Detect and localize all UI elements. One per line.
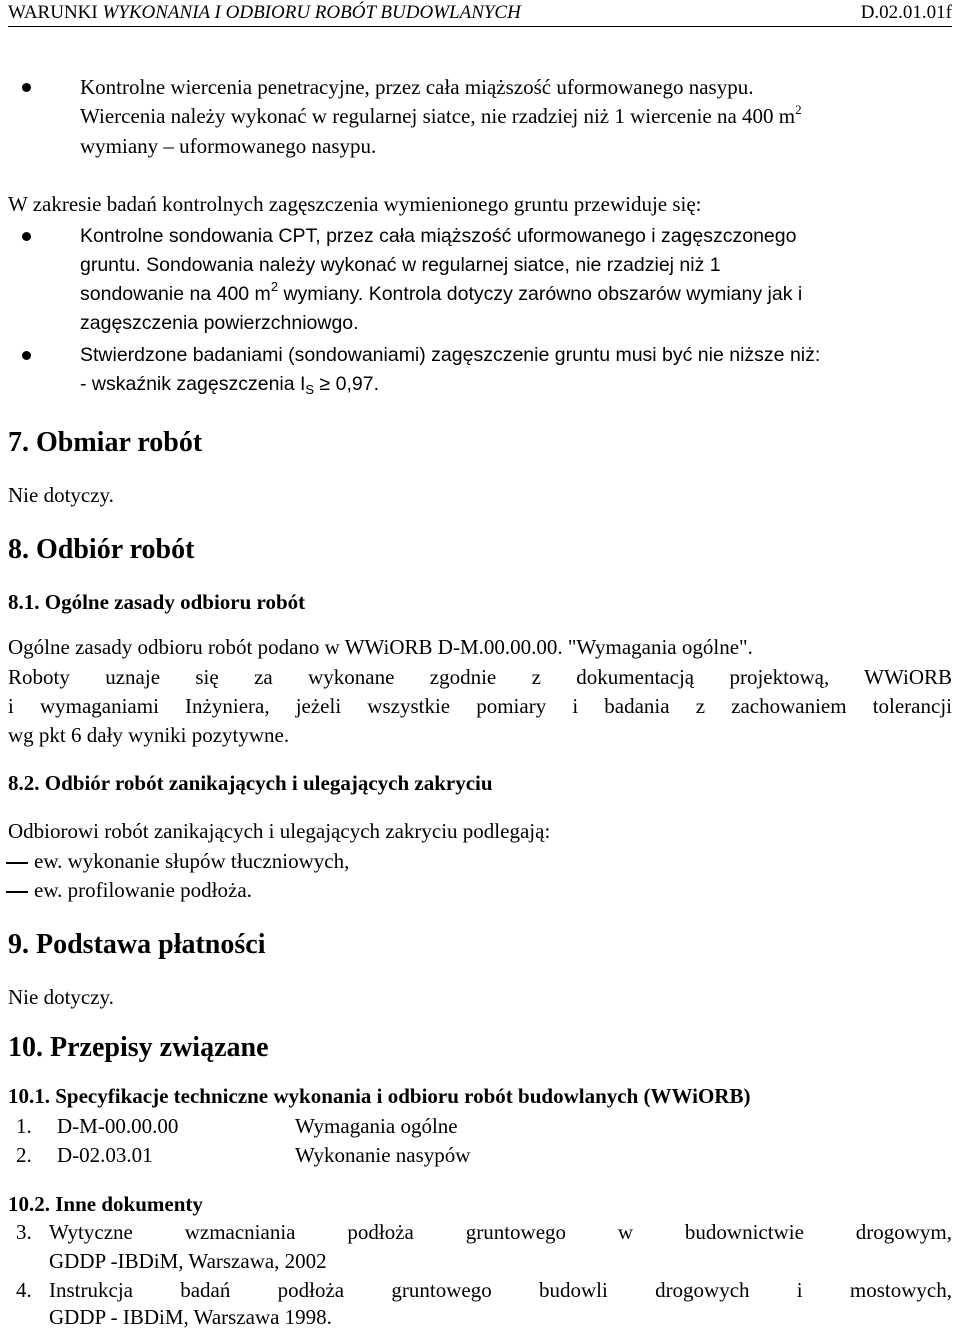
bullet-text: - wskaźnik zagęszczenia $I_S \ge 0,97$. — [80, 373, 380, 397]
list-item: GDDP -IBDiM, Warszawa, 2002 — [49, 1249, 327, 1273]
bullet-text: Kontrolne wiercenia penetracyjne, przez cała miąższość uformowanego nasypu. — [80, 75, 754, 99]
header-code: D.02.01.01f — [860, 2, 952, 23]
subsection-heading-8-2: 8.2. Odbiór robót zanikających i ulegających zakryciu — [8, 771, 493, 795]
section-heading-9: 9. Podstawa płatności — [8, 929, 266, 960]
list-item-number: 2. — [16, 1143, 32, 1167]
dash-icon — [6, 891, 28, 893]
bullet-text: sondowanie na 400 $m^2$ wymiany. Kontrola dotyczy zarówno obszarów wymiany jak i — [80, 279, 803, 305]
paragraph: Ogólne zasady odbioru robót podano w WWiORB D-M.00.00.00. "Wymagania ogólne". — [8, 635, 753, 659]
bullet-text: wymiany – uformowanego nasypu. — [80, 134, 377, 158]
spec-description: Wymagania ogólne — [295, 1114, 458, 1138]
subsection-heading-8-1: 8.1. Ogólne zasady odbioru robót — [8, 590, 306, 614]
bullet-text: Stwierdzone badaniami (sondowaniami) zagęszczenie gruntu musi być nie niższe niż: — [80, 344, 821, 366]
list-item: Wytyczne wzmacniania podłoża gruntowego w budownictwie drogowym, — [49, 1220, 952, 1244]
list-item: GDDP - IBDiM, Warszawa 1998. — [49, 1305, 332, 1329]
list-item-number: 4. — [16, 1278, 32, 1302]
subsection-heading-10-1: 10.1. Specyfikacje techniczne wykonania i odbioru robót budowlanych (WWiORB) — [8, 1084, 751, 1108]
dash-icon — [6, 862, 28, 864]
spec-description: Wykonanie nasypów — [295, 1143, 471, 1167]
list-item-number: 3. — [16, 1220, 32, 1244]
page-header — [8, 0, 952, 27]
spec-code: D-02.03.01 — [57, 1143, 153, 1167]
paragraph: Nie dotyczy. — [8, 483, 114, 507]
section-heading-7: 7. Obmiar robót — [8, 427, 203, 458]
section-heading-10: 10. Przepisy związane — [8, 1032, 269, 1063]
bullet-text: Kontrolne sondowania CPT, przez cała miąższość uformowanego i zagęszczonego — [80, 225, 797, 247]
bullet-icon — [22, 83, 31, 92]
paragraph: Nie dotyczy. — [8, 985, 114, 1009]
spec-code: D-M-00.00.00 — [57, 1114, 179, 1138]
bullet-icon — [22, 232, 31, 241]
paragraph: Roboty uznaje się za wykonane zgodnie z dokumentacją projektową, WWiORB — [8, 665, 952, 689]
bullet-text: zagęszczenia powierzchniowgo. — [80, 312, 359, 334]
bullet-text: gruntu. Sondowania należy wykonać w regularnej siatce, nie rzadziej niż 1 — [80, 254, 721, 276]
header-title: WARUNKI WYKONANIA I ODBIORU ROBÓT BUDOWLANYCH — [8, 2, 521, 23]
bullet-text: Wiercenia należy wykonać w regularnej siatce, nie rzadziej niż 1 wiercenie na 400 $m^2$ — [80, 102, 802, 128]
subsection-heading-10-2: 10.2. Inne dokumenty — [8, 1192, 203, 1216]
list-item: ew. wykonanie słupów tłuczniowych, — [34, 849, 350, 873]
paragraph: Odbiorowi robót zanikających i ulegających zakryciu podlegają: — [8, 819, 551, 843]
list-item: ew. profilowanie podłoża. — [34, 878, 252, 902]
list-item: Instrukcja badań podłoża gruntowego budowli drogowych i mostowych, — [49, 1278, 952, 1302]
paragraph: wg pkt 6 dały wyniki pozytywne. — [8, 723, 290, 747]
paragraph: W zakresie badań kontrolnych zagęszczenia wymienionego gruntu przewiduje się: — [8, 192, 702, 216]
section-heading-8: 8. Odbiór robót — [8, 534, 195, 565]
list-item-number: 1. — [16, 1114, 32, 1138]
paragraph: i wymaganiami Inżyniera, jeżeli wszystkie pomiary i badania z zachowaniem tolerancji — [8, 694, 952, 718]
bullet-icon — [22, 351, 31, 360]
